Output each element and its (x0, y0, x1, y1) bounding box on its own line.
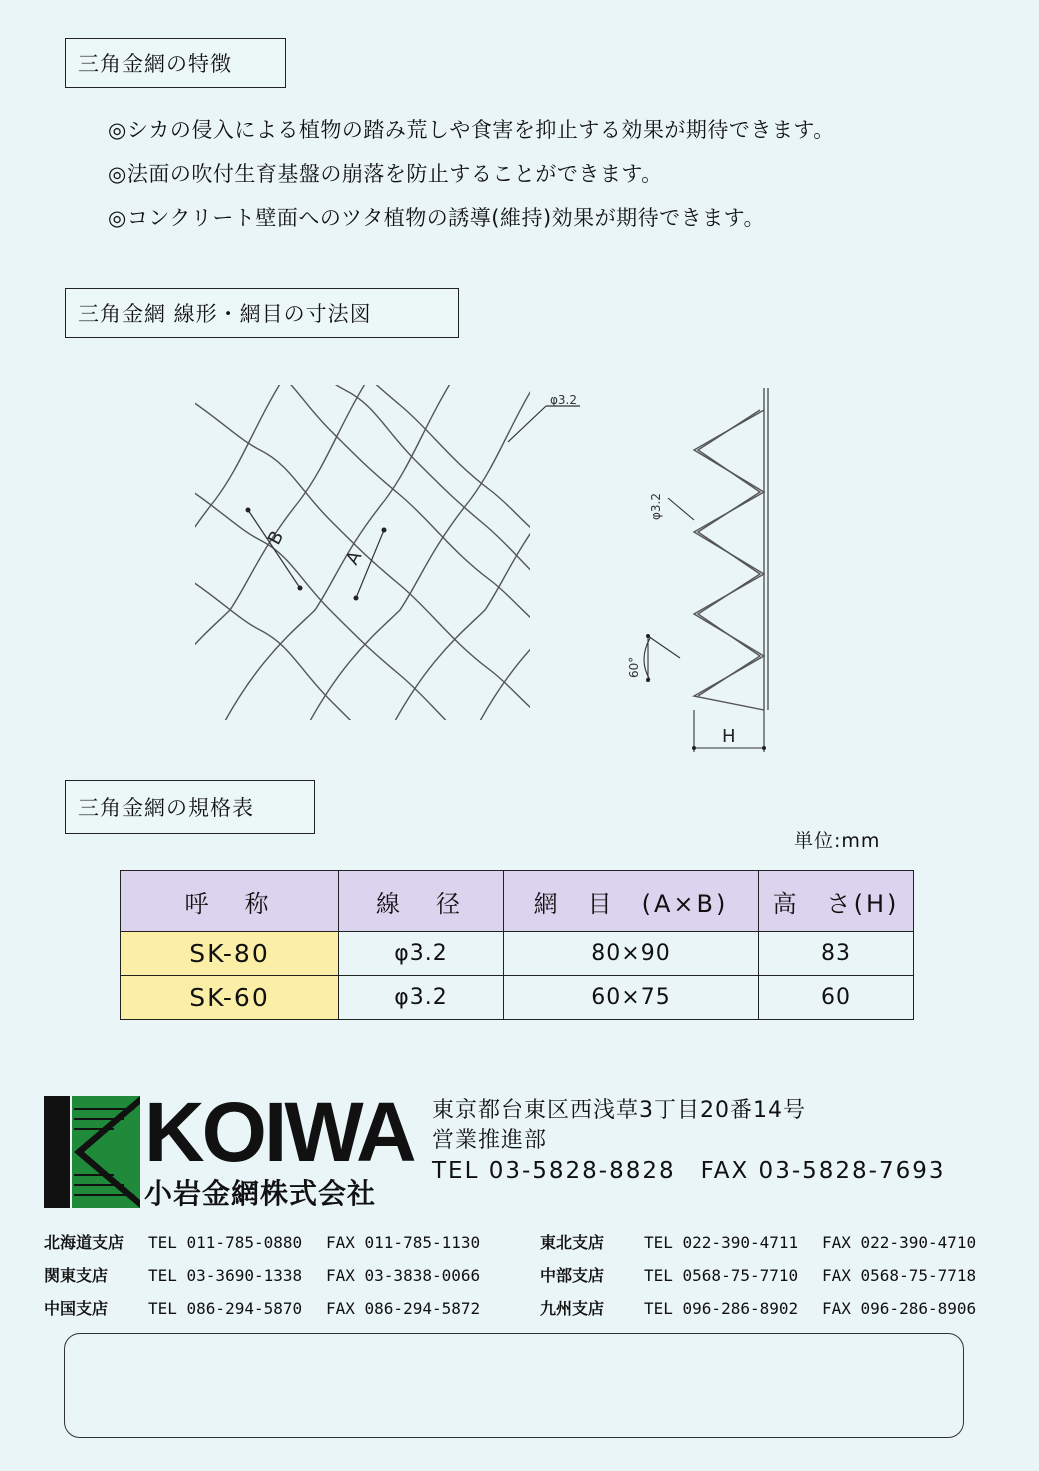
branch-tel: TEL 011-785-0880 (148, 1233, 303, 1252)
branch-fax: FAX 0568-75-7718 (822, 1266, 977, 1285)
company-logo (44, 1085, 414, 1210)
branch-row (44, 1226, 480, 1259)
features-section-title: 三角金網の特徴 (65, 38, 286, 88)
col-header-mesh: 網 目 (A×B) (504, 871, 759, 932)
branch-tel: TEL 022-390-4711 (644, 1233, 799, 1252)
hq-department: 営業推進部 (432, 1128, 548, 1153)
spec-section-title: 三角金網の規格表 (65, 780, 315, 834)
branch-row (540, 1259, 976, 1292)
hq-tel-fax: TEL 03-5828-8828 FAX 03-5828-7693 (432, 1158, 946, 1184)
table-row (121, 976, 914, 1020)
branch-fax: FAX 03-3838-0066 (326, 1266, 481, 1285)
headquarters-info (432, 1096, 946, 1186)
branch-tel: TEL 03-3690-1338 (148, 1266, 303, 1285)
branch-name: 九州支店 (540, 1299, 605, 1318)
col-header-wire: 線 径 (339, 871, 504, 932)
cell-wire: φ3.2 (339, 932, 504, 976)
cell-height: 83 (759, 932, 914, 976)
koiwa-k-mark-icon (44, 1096, 140, 1208)
col-header-height: 高 さ(H) (759, 871, 914, 932)
branch-row (540, 1292, 976, 1325)
feature-item: ◎コンクリート壁面へのツタ植物の誘導(維持)効果が期待できます。 (108, 206, 765, 230)
branch-tel: TEL 0568-75-7710 (644, 1266, 799, 1285)
branches-right (540, 1226, 976, 1325)
branch-name: 北海道支店 (44, 1233, 125, 1252)
branch-tel: TEL 086-294-5870 (148, 1299, 303, 1318)
wire-diameter-label: φ3.2 (550, 393, 577, 407)
branch-fax: FAX 086-294-5872 (326, 1299, 481, 1318)
label-b: B (263, 527, 289, 549)
table-row (121, 932, 914, 976)
branch-name: 関東支店 (44, 1266, 109, 1285)
cell-name: SK-60 (121, 976, 339, 1020)
mesh-diagram (190, 380, 610, 725)
branch-fax: FAX 096-286-8906 (822, 1299, 977, 1318)
branch-row (44, 1292, 480, 1325)
profile-wire-label: φ3.2 (649, 493, 663, 520)
cell-mesh: 60×75 (504, 976, 759, 1020)
branch-fax: FAX 022-390-4710 (822, 1233, 977, 1252)
angle-label: 60° (627, 656, 641, 678)
feature-item: ◎シカの侵入による植物の踏み荒しや食害を抑止する効果が期待できます。 (108, 118, 835, 142)
col-header-name: 呼 称 (121, 871, 339, 932)
cell-name: SK-80 (121, 932, 339, 976)
branches-left (44, 1226, 480, 1325)
cell-wire: φ3.2 (339, 976, 504, 1020)
company-name-jp: 小岩金網株式会社 (144, 1177, 377, 1210)
profile-diagram (610, 380, 790, 760)
cell-height: 60 (759, 976, 914, 1020)
table-header-row (121, 871, 914, 932)
branch-name: 東北支店 (540, 1233, 605, 1252)
height-label: H (722, 726, 736, 747)
unit-label: 単位:mm (794, 830, 881, 852)
memo-box (64, 1333, 964, 1438)
branch-tel: TEL 096-286-8902 (644, 1299, 799, 1318)
branch-fax: FAX 011-785-1130 (326, 1233, 481, 1252)
feature-item: ◎法面の吹付生育基盤の崩落を防止することができます。 (108, 162, 663, 186)
cell-mesh: 80×90 (504, 932, 759, 976)
diagram-section-title: 三角金網 線形・網目の寸法図 (65, 288, 459, 338)
spec-table (120, 870, 914, 1020)
features-list (108, 108, 835, 240)
logo-wordmark: KOIWA (144, 1085, 414, 1179)
branch-row (44, 1259, 480, 1292)
branch-row (540, 1226, 976, 1259)
branch-name: 中部支店 (540, 1266, 605, 1285)
branch-name: 中国支店 (44, 1299, 109, 1318)
hq-address: 東京都台東区西浅草3丁目20番14号 (432, 1098, 806, 1123)
label-a: A (341, 547, 367, 569)
